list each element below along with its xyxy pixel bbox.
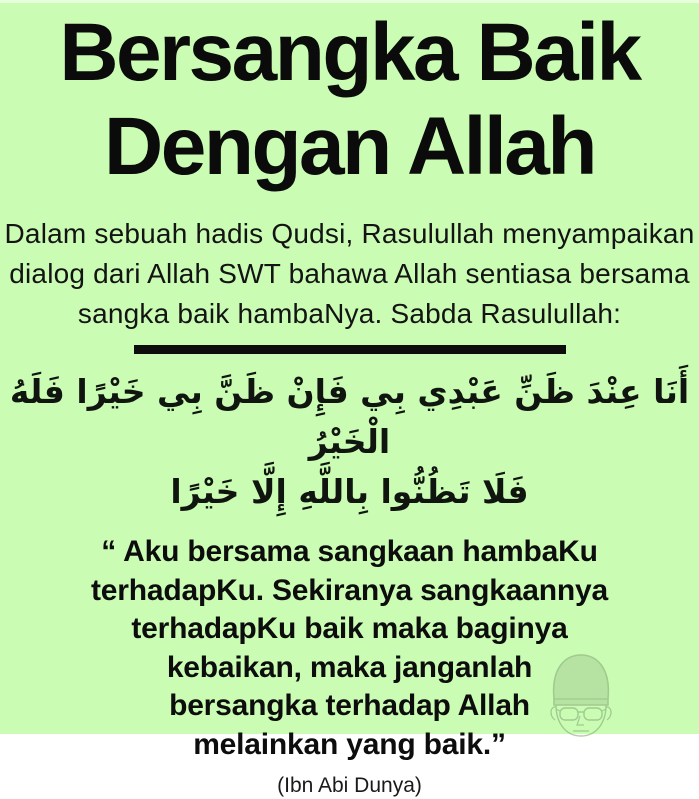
intro-line-1: Dalam sebuah hadis Qudsi, Rasulullah menyampaikan xyxy=(4,218,695,249)
quote-line-4: kebaikan, maka janganlah xyxy=(166,650,533,684)
quote-line-1: “ Aku bersama sangkaan hambaKu xyxy=(101,535,598,568)
intro-paragraph xyxy=(0,214,699,334)
arabic-line-2: فَلَا تَظُنُّوا بِاللَّهِ إِلَّا خَيْرًا xyxy=(170,472,529,511)
quote-line-2: terhadapKu. Sekiranya sangkaannya xyxy=(91,573,608,607)
poster-title xyxy=(0,0,699,194)
intro-line-3: sangka baik hambaNya. Sabda Rasulullah: xyxy=(77,298,622,329)
scholar-portrait-watermark-icon xyxy=(537,650,625,734)
quote-line-6: melainkan yang baik.” xyxy=(193,727,506,761)
attribution-text: (Ibn Abi Dunya) xyxy=(277,774,422,797)
intro-line-2: dialog dari Allah SWT bahawa Allah sentiasa bersama xyxy=(9,258,690,289)
title-line-1: Bersangka Baik xyxy=(59,7,640,98)
arabic-hadith-text xyxy=(0,367,699,517)
divider-rule xyxy=(134,345,566,354)
arabic-line-1: أَنَا عِنْدَ ظَنِّ عَبْدِي بِي فَإِنْ ظَنَّ بِي خَيْرًا فَلَهُ الْخَيْرُ xyxy=(9,372,690,461)
quote-line-3: terhadapKu baik maka baginya xyxy=(131,612,568,645)
quote-line-5: bersangka terhadap Allah xyxy=(169,689,530,722)
top-edge-highlight xyxy=(0,0,699,3)
title-line-2: Dengan Allah xyxy=(104,101,595,192)
